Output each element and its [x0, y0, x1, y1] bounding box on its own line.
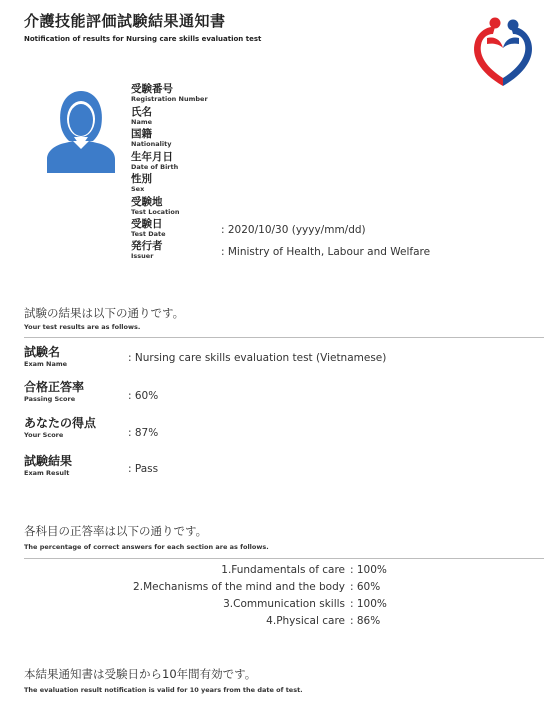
field-label-en: Registration Number — [131, 95, 208, 103]
field-label-jp: 氏名 — [131, 106, 152, 118]
result-label-en: Exam Result — [24, 469, 70, 477]
result-label-jp: 合格正答率 — [24, 380, 85, 394]
results-heading-jp: 試験の結果は以下の通りです。 — [24, 306, 185, 320]
mhlw-logo — [469, 16, 537, 90]
person-silhouette-icon — [47, 87, 115, 173]
sections-heading-jp: 各科目の正答率は以下の通りです。 — [24, 524, 208, 538]
section-value: : 86% — [350, 615, 381, 627]
field-registration-number — [131, 83, 208, 103]
result-row-exam-name — [24, 343, 67, 368]
field-label-en: Nationality — [131, 140, 172, 148]
section-value: : 60% — [350, 581, 381, 593]
test-date-value: : 2020/10/30 (yyyy/mm/dd) — [221, 224, 366, 236]
field-label-en: Test Location — [131, 208, 180, 216]
result-value: : Nursing care skills evaluation test (Vietnamese) — [128, 352, 387, 364]
field-label-en: Name — [131, 118, 153, 126]
page-subtitle: Notification of results for Nursing care skills evaluation test — [24, 35, 262, 43]
results-heading-en: Your test results are as follows. — [24, 323, 141, 331]
field-test-date — [131, 218, 166, 238]
result-label-en: Passing Score — [24, 395, 76, 403]
field-nationality — [131, 128, 171, 148]
section-name: 1.Fundamentals of care — [221, 564, 345, 576]
field-label-jp: 生年月日 — [131, 151, 173, 163]
field-label-jp: 受験日 — [131, 218, 163, 230]
field-label-jp: 受験番号 — [131, 83, 173, 95]
validity-note-en: The evaluation result notification is valid for 10 years from the date of test. — [24, 686, 303, 694]
validity-note-jp: 本結果通知書は受験日から10年間有効です。 — [24, 667, 257, 681]
result-label-jp: あなたの得点 — [24, 416, 97, 430]
field-label-en: Issuer — [131, 252, 154, 260]
section-value: : 100% — [350, 598, 387, 610]
result-label-jp: 試験結果 — [24, 454, 73, 468]
issuer-value: : Ministry of Health, Labour and Welfare — [221, 246, 431, 258]
field-label-en: Sex — [131, 185, 145, 193]
field-label-jp: 発行者 — [131, 240, 163, 252]
result-row-exam-result — [24, 452, 72, 477]
field-label-en: Test Date — [131, 230, 166, 238]
result-value: : 87% — [128, 427, 159, 439]
field-sex — [131, 173, 152, 193]
field-label-jp: 国籍 — [131, 128, 152, 140]
result-value: : 60% — [128, 390, 159, 402]
field-label-jp: 受験地 — [131, 196, 163, 208]
section-name: 2.Mechanisms of the mind and the body — [133, 581, 345, 593]
page-title: 介護技能評価試験結果通知書 — [24, 12, 226, 30]
field-date-of-birth — [131, 151, 178, 171]
field-label-jp: 性別 — [131, 173, 152, 185]
sections-heading-en: The percentage of correct answers for each section are as follows. — [24, 543, 269, 551]
result-value: : Pass — [128, 463, 159, 475]
section-name: 4.Physical care — [266, 615, 345, 627]
field-test-location — [131, 196, 180, 216]
result-row-your-score — [24, 414, 96, 439]
result-row-passing-score — [24, 378, 84, 403]
field-label-en: Date of Birth — [131, 163, 179, 171]
divider — [24, 337, 544, 338]
result-label-en: Your Score — [24, 431, 64, 439]
divider — [24, 558, 544, 559]
section-value: : 100% — [350, 564, 387, 576]
field-issuer — [131, 240, 163, 260]
result-label-en: Exam Name — [24, 360, 68, 368]
result-label-jp: 試験名 — [24, 345, 61, 359]
section-name: 3.Communication skills — [223, 598, 345, 610]
field-name — [131, 106, 152, 126]
